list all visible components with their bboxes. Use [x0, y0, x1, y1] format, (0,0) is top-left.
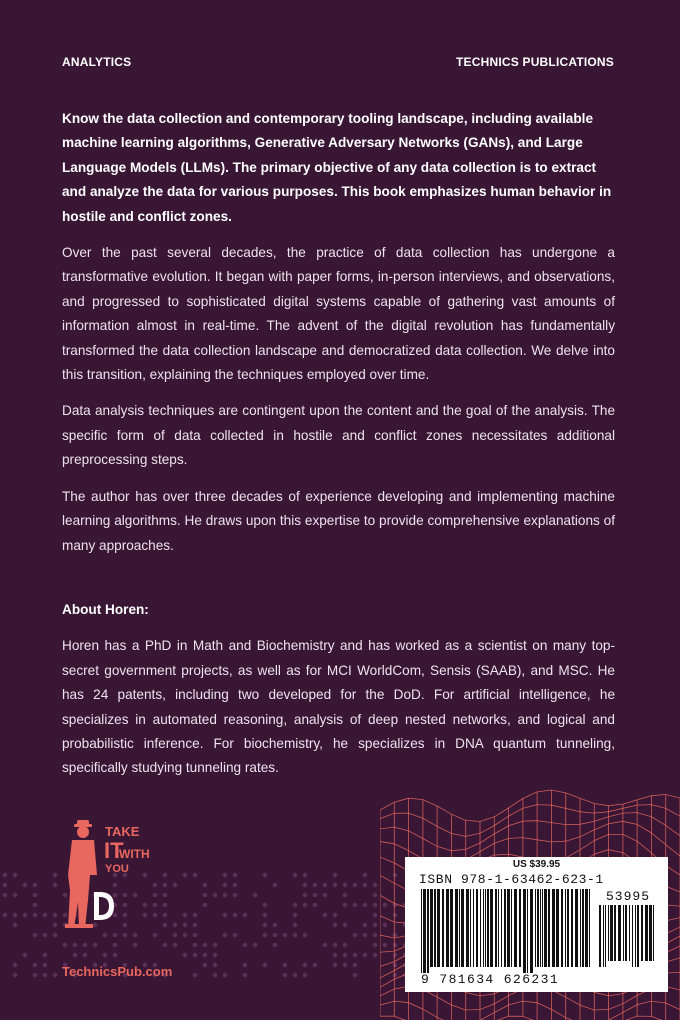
- barcode-bar: [635, 905, 636, 967]
- pattern-dot: [313, 883, 318, 888]
- author-bio: Horen has a PhD in Math and Biochemistry and has worked as a scientist on many top-secret government projects, as well as for MCI WorldCom, Sensis (SAAB), and MSC. He has 24 patents, including two developed for the DoD. For artificial intelligence, he specializes in automated reasoning, analysis of deep nested networks, and logical and probabilistic inference. For biochemistry, he specializes in DNA quantum tunneling, specifically studying tunneling rates.: [62, 638, 615, 776]
- pattern-dot: [3, 883, 8, 888]
- pattern-dot: [53, 933, 58, 938]
- pattern-dot: [263, 873, 268, 878]
- pattern-dot: [173, 923, 178, 928]
- pattern-dot: [343, 923, 348, 928]
- barcode-bar: [437, 889, 440, 967]
- barcode-bar: [483, 889, 484, 967]
- pattern-dot: [93, 943, 98, 948]
- pattern-dot: [303, 973, 308, 978]
- pattern-dot: [283, 973, 288, 978]
- pattern-dot: [343, 943, 348, 948]
- barcode-bar: [575, 889, 578, 967]
- pattern-dot: [53, 883, 58, 888]
- take-it-with-you-logo: [60, 820, 150, 930]
- pattern-dot: [13, 973, 18, 978]
- barcode-bar: [487, 889, 489, 967]
- price-text: US $39.95: [512, 859, 561, 870]
- pattern-dot: [353, 953, 358, 958]
- pattern-dot: [283, 963, 288, 968]
- pattern-dot: [13, 893, 18, 898]
- pattern-dot: [333, 913, 338, 918]
- blurb-text: [62, 107, 615, 793]
- barcode-bar: [427, 889, 429, 973]
- pattern-dot: [153, 933, 158, 938]
- barcode-bar: [461, 889, 464, 967]
- pattern-dot: [113, 933, 118, 938]
- pattern-dot: [13, 923, 18, 928]
- pattern-dot: [233, 913, 238, 918]
- pattern-dot: [33, 883, 38, 888]
- pattern-dot: [303, 883, 308, 888]
- pattern-dot: [213, 893, 218, 898]
- pattern-dot: [193, 943, 198, 948]
- barcode-bar: [641, 905, 643, 961]
- pattern-dot: [373, 883, 378, 888]
- pattern-dot: [323, 883, 328, 888]
- pattern-dot: [273, 883, 278, 888]
- pattern-dot: [63, 943, 68, 948]
- pattern-dot: [23, 883, 28, 888]
- pattern-dot: [373, 913, 378, 918]
- barcode-bar: [485, 889, 486, 967]
- pattern-dot: [163, 913, 168, 918]
- pattern-dot: [193, 933, 198, 938]
- pattern-dot: [373, 923, 378, 928]
- pattern-dot: [153, 883, 158, 888]
- pattern-dot: [353, 903, 358, 908]
- pattern-dot: [73, 953, 78, 958]
- pattern-dot: [103, 933, 108, 938]
- barcode-bar: [511, 889, 512, 967]
- pattern-dot: [303, 963, 308, 968]
- pattern-dot: [73, 943, 78, 948]
- pattern-dot: [233, 883, 238, 888]
- pattern-dot: [243, 943, 248, 948]
- pattern-dot: [203, 953, 208, 958]
- pattern-dot: [3, 893, 8, 898]
- pattern-dot: [263, 923, 268, 928]
- pattern-dot: [213, 963, 218, 968]
- pattern-dot: [183, 873, 188, 878]
- pattern-dot: [163, 883, 168, 888]
- pattern-dot: [273, 943, 278, 948]
- pattern-dot: [293, 973, 298, 978]
- barcode-bar: [542, 889, 543, 967]
- pattern-dot: [263, 913, 268, 918]
- lead-paragraph: Know the data collection and contemporary tooling landscape, including available machine learning algorithms, Generative Adversary Networks (GANs), and Large Language Models (LLMs). The primary objective of any data collection is to extract and analyze the data for various purposes. This book emphasizes human behavior in hostile and conflict zones.: [62, 111, 612, 224]
- barcode-bar: [565, 889, 566, 967]
- pattern-dot: [373, 893, 378, 898]
- pattern-dot: [253, 943, 258, 948]
- pattern-dot: [303, 903, 308, 908]
- pattern-dot: [33, 973, 38, 978]
- pattern-dot: [253, 893, 258, 898]
- pattern-dot: [163, 873, 168, 878]
- pattern-dot: [3, 873, 8, 878]
- pattern-dot: [13, 873, 18, 878]
- pattern-dot: [223, 913, 228, 918]
- pattern-dot: [313, 903, 318, 908]
- barcode-bar: [544, 889, 547, 967]
- pattern-dot: [43, 953, 48, 958]
- pattern-dot: [33, 893, 38, 898]
- mesh-line: [380, 1016, 680, 1020]
- barcode-bar: [623, 905, 624, 961]
- pattern-dot: [373, 903, 378, 908]
- barcode-bar: [523, 889, 526, 973]
- pattern-dot: [83, 953, 88, 958]
- pattern-dot: [3, 913, 8, 918]
- pattern-dot: [153, 913, 158, 918]
- pattern-dot: [203, 903, 208, 908]
- barcode-bar: [625, 905, 627, 961]
- barcode-bar: [535, 889, 536, 967]
- pattern-dot: [223, 933, 228, 938]
- body-paragraph-1: Over the past several decades, the practice of data collection has undergone a transformative evolution. It began with paper forms, in-person interviews, and observations, and progressed to sophisticated digital systems capable of gathering vast amounts of information almost in real-time. The advent of the digital revolution has fundamentally transformed the data collection landscape and democratized data collection. We delve into this transition, explaining the techniques employed over time.: [62, 245, 615, 383]
- pattern-dot: [273, 923, 278, 928]
- pattern-dot: [193, 973, 198, 978]
- website-link[interactable]: TechnicsPub.com: [62, 964, 173, 979]
- ean-barcode: [421, 889, 593, 973]
- man-silhouette-icon: [65, 820, 97, 928]
- barcode-bar: [599, 905, 601, 967]
- pattern-dot: [103, 953, 108, 958]
- pattern-dot: [313, 893, 318, 898]
- pattern-dot: [123, 933, 128, 938]
- pattern-dot: [293, 913, 298, 918]
- pattern-dot: [363, 903, 368, 908]
- pattern-dot: [213, 953, 218, 958]
- pattern-dot: [363, 953, 368, 958]
- barcode-bar: [567, 889, 569, 967]
- pattern-dot: [293, 933, 298, 938]
- barcode-bar: [632, 905, 633, 967]
- pattern-dot: [53, 873, 58, 878]
- pattern-dot: [303, 873, 308, 878]
- pattern-dot: [203, 943, 208, 948]
- pattern-dot: [363, 873, 368, 878]
- barcode-bar: [585, 889, 588, 967]
- barcode-bar: [548, 889, 550, 967]
- barcode-bar: [561, 889, 563, 967]
- pattern-dot: [273, 933, 278, 938]
- barcode-bar: [442, 889, 444, 967]
- pattern-dot: [13, 963, 18, 968]
- pattern-dot: [373, 933, 378, 938]
- barcode-bar: [589, 889, 590, 967]
- pattern-dot: [163, 903, 168, 908]
- pattern-dot: [43, 933, 48, 938]
- pattern-dot: [363, 933, 368, 938]
- pattern-dot: [23, 913, 28, 918]
- barcode-bar: [466, 889, 469, 967]
- barcode-bar: [473, 889, 474, 967]
- pattern-dot: [83, 943, 88, 948]
- pattern-dot: [23, 953, 28, 958]
- barcode-bar: [605, 905, 606, 967]
- barcode-bar: [582, 889, 584, 967]
- pattern-dot: [353, 963, 358, 968]
- pattern-dot: [203, 893, 208, 898]
- pattern-dot: [293, 873, 298, 878]
- barcode-bar: [618, 905, 621, 961]
- pattern-dot: [343, 903, 348, 908]
- barcode-bar: [530, 889, 533, 973]
- pattern-dot: [263, 963, 268, 968]
- pattern-dot: [183, 933, 188, 938]
- logo-it: IT: [104, 838, 124, 863]
- pattern-dot: [283, 933, 288, 938]
- barcode-bar: [610, 905, 613, 961]
- barcode-bar: [455, 889, 458, 967]
- barcode-bar: [504, 889, 506, 967]
- barcode-bar: [537, 889, 539, 967]
- pattern-dot: [313, 963, 318, 968]
- barcode-bar: [519, 889, 521, 967]
- pattern-dot: [303, 933, 308, 938]
- pattern-dot: [33, 963, 38, 968]
- barcode-bar: [603, 905, 604, 967]
- pattern-dot: [33, 913, 38, 918]
- pattern-dot: [153, 893, 158, 898]
- pattern-dot: [223, 883, 228, 888]
- pattern-dot: [333, 883, 338, 888]
- pattern-dot: [173, 933, 178, 938]
- pattern-dot: [133, 933, 138, 938]
- pattern-dot: [323, 943, 328, 948]
- pattern-dot: [303, 893, 308, 898]
- pattern-dot: [173, 943, 178, 948]
- pattern-dot: [223, 973, 228, 978]
- pattern-dot: [53, 913, 58, 918]
- logo-you: YOU: [105, 863, 129, 875]
- barcode-bar: [540, 889, 541, 967]
- pattern-dot: [133, 943, 138, 948]
- mesh-line: [380, 805, 680, 837]
- barcode-bar: [421, 889, 422, 973]
- pattern-dot: [43, 913, 48, 918]
- pattern-dot: [163, 893, 168, 898]
- pattern-dot: [183, 913, 188, 918]
- barcode-bar: [514, 889, 517, 967]
- barcode-bar: [649, 905, 652, 961]
- barcode-bar: [629, 905, 630, 961]
- pattern-dot: [363, 923, 368, 928]
- barcode-bar: [495, 889, 497, 967]
- pattern-dot: [233, 933, 238, 938]
- pattern-dot: [363, 883, 368, 888]
- pattern-dot: [183, 953, 188, 958]
- pattern-dot: [233, 893, 238, 898]
- pattern-dot: [53, 973, 58, 978]
- pattern-dot: [43, 973, 48, 978]
- publisher-label: TECHNICS PUBLICATIONS: [456, 55, 614, 69]
- pattern-dot: [353, 973, 358, 978]
- pattern-dot: [263, 933, 268, 938]
- pattern-dot: [343, 953, 348, 958]
- pattern-dot: [163, 943, 168, 948]
- body-paragraph-2: Data analysis techniques are contingent upon the content and the goal of the analysis. The specific form of data collected in hostile and conflict zones necessitates additional preprocessing steps.: [62, 403, 615, 468]
- logo-with: WITH: [119, 847, 150, 861]
- pattern-dot: [53, 923, 58, 928]
- barcode-bar: [490, 889, 493, 967]
- barcode-bar: [470, 889, 471, 967]
- pattern-dot: [193, 913, 198, 918]
- barcode-bar: [608, 905, 609, 961]
- barcode-label: [405, 857, 668, 992]
- pattern-dot: [263, 903, 268, 908]
- pattern-dot: [243, 913, 248, 918]
- barcode-bar: [571, 889, 573, 967]
- pattern-dot: [333, 923, 338, 928]
- logo-take: TAKE: [105, 824, 140, 839]
- pattern-dot: [323, 913, 328, 918]
- barcode-bar: [430, 889, 433, 967]
- pattern-dot: [193, 873, 198, 878]
- body-paragraph-3: The author has over three decades of experience developing and implementing machine learning algorithms. He draws upon this expertise to provide comprehensive explanations of many approaches.: [62, 488, 615, 553]
- pattern-dot: [343, 963, 348, 968]
- addon-barcode: [599, 905, 657, 973]
- pattern-dot: [243, 963, 248, 968]
- barcode-bar: [653, 905, 654, 961]
- barcode-bar: [637, 905, 639, 967]
- pattern-dot: [233, 873, 238, 878]
- pattern-dot: [203, 883, 208, 888]
- pattern-dot: [33, 933, 38, 938]
- barcode-bar: [501, 889, 502, 967]
- barcode-bar: [614, 905, 616, 961]
- pattern-dot: [193, 923, 198, 928]
- pattern-dot: [323, 893, 328, 898]
- barcode-bar: [552, 889, 555, 967]
- pattern-dot: [193, 953, 198, 958]
- pattern-dot: [293, 923, 298, 928]
- pattern-dot: [113, 953, 118, 958]
- pattern-dot: [333, 943, 338, 948]
- barcode-bar: [580, 889, 581, 967]
- pattern-dot: [373, 943, 378, 948]
- pattern-dot: [243, 973, 248, 978]
- pattern-dot: [113, 943, 118, 948]
- pattern-dot: [343, 893, 348, 898]
- barcode-bar: [450, 889, 453, 967]
- isbn-text: ISBN 978-1-63462-623-1: [419, 872, 604, 887]
- pattern-dot: [13, 913, 18, 918]
- pattern-dot: [173, 883, 178, 888]
- barcode-bar: [446, 889, 449, 967]
- pattern-dot: [223, 873, 228, 878]
- pattern-dot: [33, 903, 38, 908]
- pattern-dot: [343, 883, 348, 888]
- barcode-bar: [507, 889, 510, 967]
- pattern-dot: [203, 963, 208, 968]
- pattern-dot: [153, 903, 158, 908]
- pattern-dot: [183, 923, 188, 928]
- barcode-bar: [476, 889, 478, 967]
- mesh-line: [380, 813, 680, 851]
- pattern-dot: [223, 893, 228, 898]
- barcode-bar: [480, 889, 481, 967]
- about-heading: About Horen:: [62, 601, 149, 617]
- barcode-bar: [423, 889, 426, 973]
- ean-number-text: 9 781634 626231: [421, 972, 560, 987]
- pattern-dot: [333, 963, 338, 968]
- pattern-dot: [43, 963, 48, 968]
- pattern-dot: [373, 953, 378, 958]
- addon-code-text: 53995: [605, 889, 650, 904]
- pattern-dot: [353, 933, 358, 938]
- pattern-dot: [353, 883, 358, 888]
- pattern-dot: [213, 973, 218, 978]
- barcode-bar: [434, 889, 436, 967]
- pattern-dot: [293, 903, 298, 908]
- barcode-bar: [498, 889, 499, 967]
- pattern-dot: [333, 953, 338, 958]
- pattern-dot: [163, 923, 168, 928]
- pattern-dot: [213, 943, 218, 948]
- barcode-bar: [459, 889, 460, 967]
- category-label: ANALYTICS: [62, 55, 132, 69]
- barcode-bar: [556, 889, 559, 967]
- barcode-bar: [527, 889, 528, 973]
- barcode-bar: [645, 905, 648, 961]
- pattern-dot: [333, 873, 338, 878]
